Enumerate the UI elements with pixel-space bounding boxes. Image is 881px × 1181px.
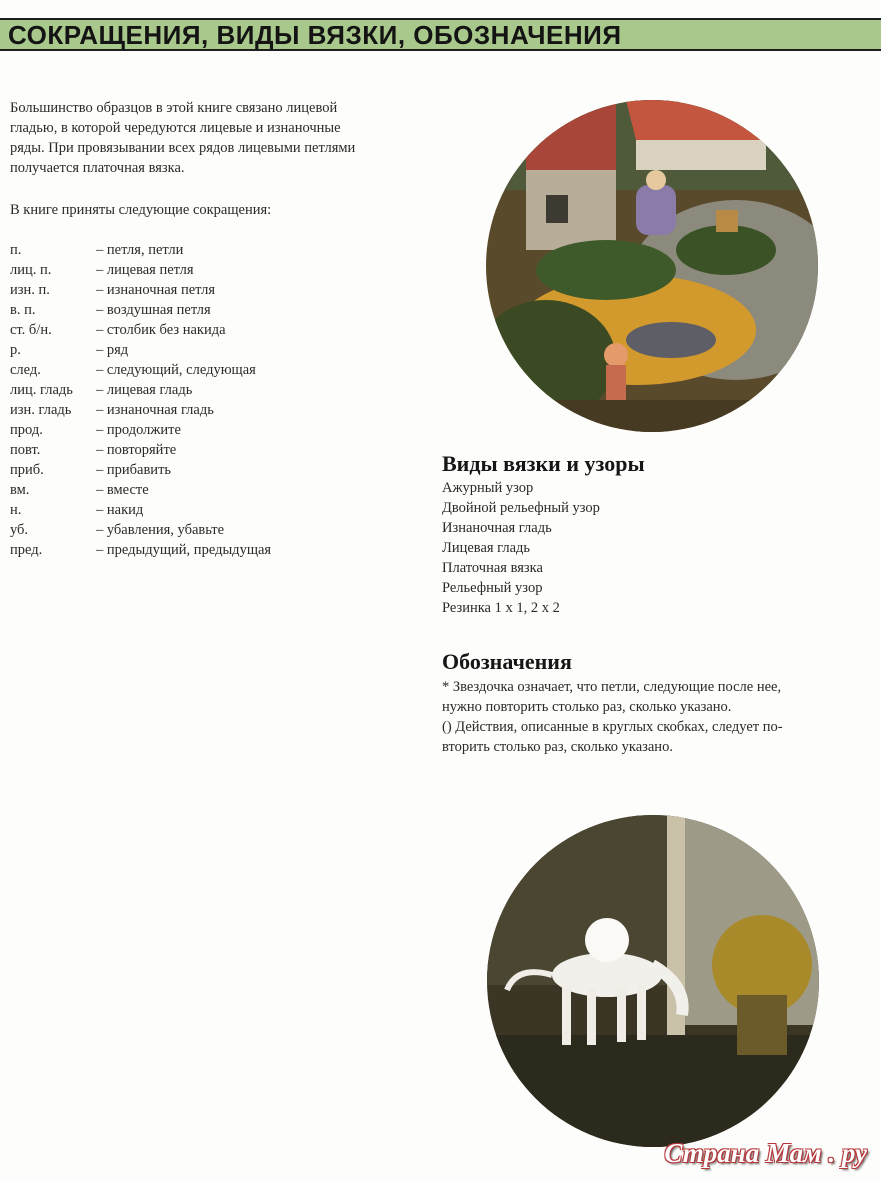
kinds-item: Двойной рельефный узор — [442, 500, 600, 516]
abbreviation-key: повт. — [10, 442, 41, 458]
notes-line: * Звездочка означает, что петли, следующие после нее, — [442, 679, 782, 695]
abbreviation-value: – накид — [96, 502, 144, 518]
abbreviation-value: – лицевая гладь — [96, 382, 193, 398]
abbreviation-key: лиц. п. — [10, 262, 52, 278]
abbreviation-value: – воздушная петля — [96, 302, 211, 318]
kinds-item: Резинка 1 х 1, 2 х 2 — [442, 600, 560, 616]
abbreviation-value: – убавления, убавьте — [96, 522, 225, 538]
intro-line: Большинство образцов в этой книге связано лицевой — [10, 100, 338, 116]
notes-line: вторить столько раз, сколько указано. — [442, 739, 673, 755]
farm-photo — [486, 100, 818, 432]
abbreviation-value: – продолжите — [96, 422, 181, 438]
kinds-list — [442, 478, 600, 618]
abbreviation-value: – прибавить — [96, 462, 172, 478]
abbreviation-key: вм. — [10, 482, 30, 498]
abbreviation-row — [10, 240, 271, 260]
abbreviation-key: изн. п. — [10, 282, 50, 298]
abbreviation-key: след. — [10, 362, 41, 378]
abbreviation-row — [10, 480, 271, 500]
abbreviation-key: изн. гладь — [10, 402, 72, 418]
kinds-item: Рельефный узор — [442, 580, 543, 596]
abbreviation-key: в. п. — [10, 302, 36, 318]
kinds-item: Лицевая гладь — [442, 540, 531, 556]
abbreviation-value: – ряд — [96, 342, 129, 358]
kinds-item: Ажурный узор — [442, 480, 534, 496]
abbreviation-key: приб. — [10, 462, 44, 478]
abbreviation-value: – лицевая петля — [96, 262, 194, 278]
abbreviation-row — [10, 540, 271, 560]
abbreviation-key: п. — [10, 242, 22, 258]
abbreviation-row — [10, 460, 271, 480]
abbreviation-key: р. — [10, 342, 21, 358]
abbreviation-key: прод. — [10, 422, 43, 438]
abbreviation-row — [10, 340, 271, 360]
notes-line: () Действия, описанные в круглых скобках, следует по- — [442, 719, 783, 735]
intro-line: гладью, в которой чередуются лицевые и изнаночные — [10, 120, 341, 136]
abbreviation-value: – столбик без накида — [96, 322, 226, 338]
abbreviation-row — [10, 400, 271, 420]
abbreviation-row — [10, 500, 271, 520]
abbreviation-key: лиц. гладь — [10, 382, 73, 398]
abbreviation-row — [10, 420, 271, 440]
abbreviation-key: уб. — [10, 522, 29, 538]
abbreviation-value: – предыдущий, предыдущая — [96, 542, 272, 558]
kinds-item: Изнаночная гладь — [442, 520, 552, 536]
abbreviation-row — [10, 440, 271, 460]
abbreviation-key: н. — [10, 502, 22, 518]
abbreviation-row — [10, 260, 271, 280]
abbreviation-value: – повторяйте — [96, 442, 177, 458]
abbreviations-list — [10, 240, 271, 560]
intro-line: ряды. При провязывании всех рядов лицевыми петлями — [10, 140, 356, 156]
abbreviations-intro: В книге приняты следующие сокращения: — [10, 202, 272, 218]
kinds-item: Платочная вязка — [442, 560, 543, 576]
abbreviation-row — [10, 300, 271, 320]
abbreviation-row — [10, 360, 271, 380]
abbreviation-row — [10, 280, 271, 300]
page-title: СОКРАЩЕНИЯ, ВИДЫ ВЯЗКИ, ОБОЗНАЧЕНИЯ — [8, 20, 622, 50]
abbreviation-value: – вместе — [96, 482, 149, 498]
abbreviation-row — [10, 520, 271, 540]
abbreviation-value: – следующий, следующая — [96, 362, 256, 378]
notes-title: Обозначения — [442, 649, 572, 674]
header-bar — [0, 18, 881, 51]
kinds-title: Виды вязки и узоры — [442, 451, 645, 476]
notes-line: нужно повторить столько раз, сколько указано. — [442, 699, 732, 715]
abbreviation-value: – петля, петли — [96, 242, 184, 258]
intro-line: получается платочная вязка. — [10, 160, 185, 176]
abbreviation-row — [10, 380, 271, 400]
abbreviation-row — [10, 320, 271, 340]
abbreviation-value: – изнаночная гладь — [96, 402, 214, 418]
goat-photo — [487, 815, 819, 1147]
watermark: Страна Мам . ру — [664, 1138, 867, 1168]
abbreviation-value: – изнаночная петля — [96, 282, 216, 298]
intro-paragraph — [10, 98, 420, 178]
abbreviation-key: ст. б/н. — [10, 322, 52, 338]
abbreviation-key: пред. — [10, 542, 43, 558]
notes-text — [442, 677, 872, 757]
